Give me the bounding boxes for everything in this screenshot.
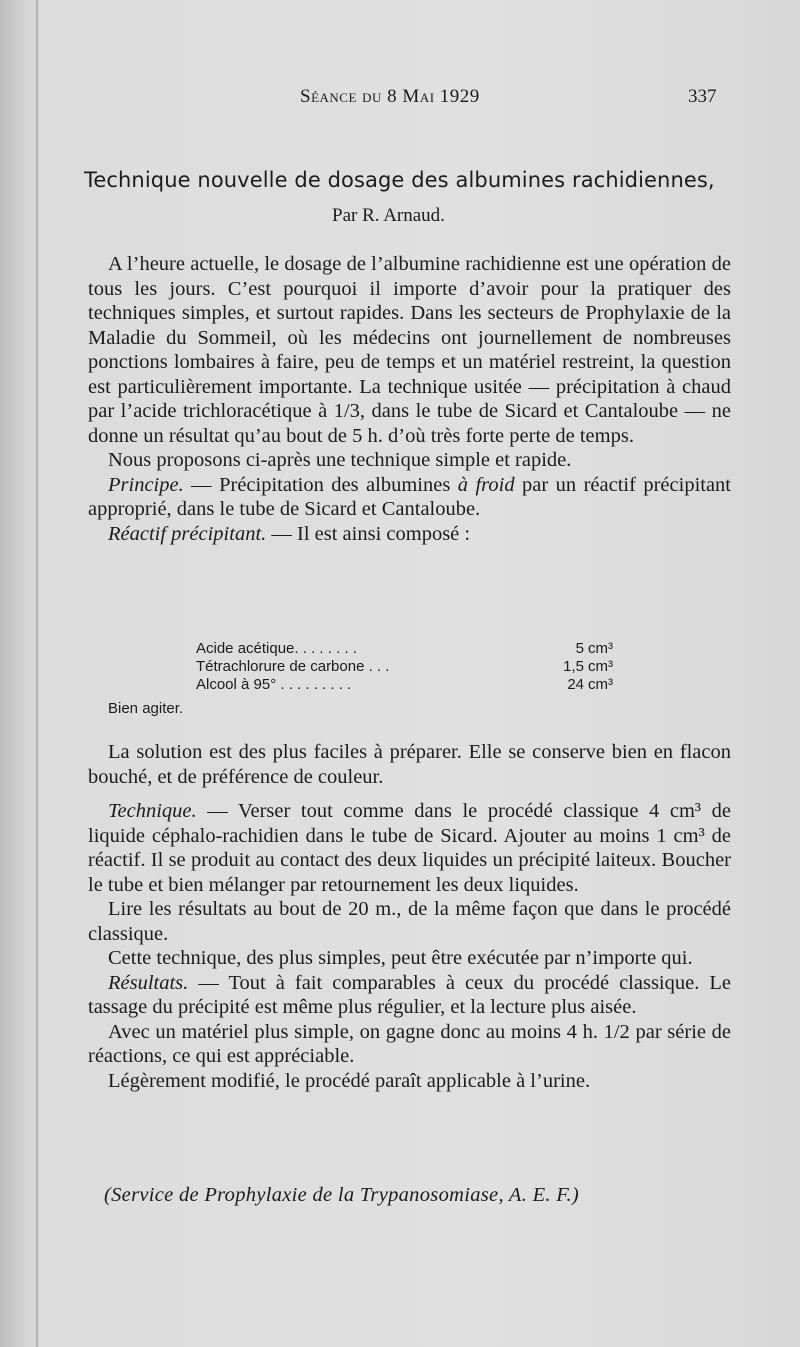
principe-emphasis: à froid [457, 473, 515, 496]
page-spine-shadow [36, 0, 38, 1347]
article-author: Par R. Arnaud. [332, 205, 445, 226]
page-header [0, 86, 800, 116]
paragraph-simplicity: Cette technique, des plus simples, peut être exécutée par n’importe qui. [108, 947, 693, 969]
principe-text-b: par un réactif précipitant approprié, dans le tube de Sicard et Cantaloube. [88, 473, 732, 520]
page-number: 337 [688, 86, 717, 107]
formula-quantity: 24 [567, 676, 584, 693]
formula-row [196, 640, 656, 658]
formula-quantity: 5 [575, 640, 584, 657]
paragraph-urine: Légèrement modifié, le procédé paraît applicable à l’urine. [108, 1069, 591, 1092]
resultats-text: — Tout à fait comparables à ceux du procédé classique. Le tassage du précipité est même plus régulier, et la lecture plus aisée. [88, 971, 731, 1018]
technique-label: Technique. [108, 800, 197, 822]
paragraph-resultats [88, 971, 731, 1020]
principe-text-a: — Précipitation des albumines [183, 473, 458, 496]
paragraph-lecture: Lire les résultats au bout de 20 m., de la même façon que dans le procédé classique. [88, 898, 731, 945]
formula-unit: cm³ [588, 676, 613, 693]
paragraph-solution: La solution est des plus faciles à préparer. Elle se conserve bien en flacon bouché, et de préférence de couleur. [88, 741, 731, 788]
paragraph-proposal: Nous proposons ci-après une technique simple et rapide. [108, 449, 572, 471]
resultats-label: Résultats. [108, 971, 189, 994]
reactif-text: — Il est ainsi composé : [266, 522, 471, 545]
formula-unit: cm³ [588, 640, 613, 657]
article-body-part1 [88, 252, 731, 546]
paragraph-principe [88, 473, 731, 522]
principe-label: Principe. [108, 473, 184, 496]
running-head: Séance du 8 Mai 1929 [300, 86, 480, 107]
formula-ingredient: Acide acétique. . . . . . . . [196, 640, 357, 657]
formula-unit: cm³ [588, 658, 613, 675]
paragraph-gap [88, 789, 731, 799]
technique-text: — Verser tout comme dans le procédé classique 4 cm³ de liquide céphalo-rachidien dans le tube de Sicard. Ajouter au moins 1 cm³ de réactif. Il se produit au contact des deux liquides un précipité laiteux. Boucher le tube et bien mélanger par retournement les deux liquides. [88, 800, 731, 896]
reagent-formula-table [196, 640, 656, 694]
formula-ingredient: Alcool à 95° . . . . . . . . . [196, 676, 352, 693]
article-title: Technique nouvelle de dosage des albumines rachidiennes, [84, 168, 715, 192]
formula-quantity: 1,5 [563, 658, 584, 675]
paragraph-intro: A l’heure actuelle, le dosage de l’albumine rachidienne est une opération de tous les jours. C’est pourquoi il importe d’avoir pour la pratiquer des techniques simples, et surtout rapides. Dans les secteurs de Prophylaxie de la Maladie du Sommeil, où les médecins ont journellement de nombreuses ponctions lombaires à faire, peu de temps et un matériel restreint, la question est particulièrement importante. La technique usitée — précipitation à chaud par l’acide trichloracétique à 1/3, dans le tube de Sicard et Cantaloube — ne donne un résultat qu’au bout de 5 h. d’où très forte perte de temps. [88, 253, 731, 447]
formula-row [196, 676, 656, 694]
reactif-label: Réactif précipitant. [108, 522, 267, 545]
formula-row [196, 658, 656, 676]
formula-ingredient: Tétrachlorure de carbone . . . [196, 658, 390, 675]
paragraph-technique [88, 799, 731, 897]
paragraph-gain: Avec un matériel plus simple, on gagne donc au moins 4 h. 1/2 par série de réactions, ce qui est appréciable. [88, 1020, 731, 1067]
article-body-part2 [88, 740, 731, 1093]
paragraph-reactif [88, 522, 731, 547]
service-attribution: (Service de Prophylaxie de la Trypanosomiase, A. E. F.) [104, 1184, 579, 1206]
formula-note: Bien agiter. [108, 700, 184, 717]
